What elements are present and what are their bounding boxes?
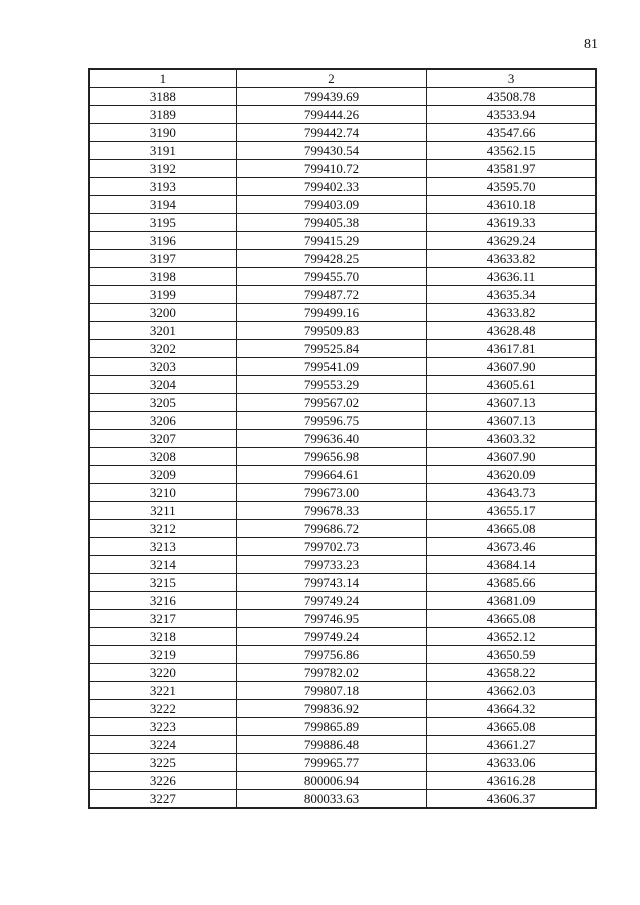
table-row	[89, 214, 596, 232]
table-row	[89, 466, 596, 484]
table-cell: 43508.78	[427, 88, 596, 106]
table-row	[89, 268, 596, 286]
coordinates-table	[88, 68, 597, 809]
table-cell: 799499.16	[236, 304, 426, 322]
table-cell: 799596.75	[236, 412, 426, 430]
table-cell: 43547.66	[427, 124, 596, 142]
table-cell: 43603.32	[427, 430, 596, 448]
table-cell: 43685.66	[427, 574, 596, 592]
table-row	[89, 88, 596, 106]
table-cell: 799865.89	[236, 718, 426, 736]
table-row	[89, 700, 596, 718]
table-cell: 43633.82	[427, 250, 596, 268]
table-row	[89, 124, 596, 142]
table-cell: 3217	[89, 610, 236, 628]
table-cell: 43595.70	[427, 178, 596, 196]
table-cell: 3223	[89, 718, 236, 736]
table-cell: 3210	[89, 484, 236, 502]
table-cell: 3202	[89, 340, 236, 358]
table-row	[89, 160, 596, 178]
table-cell: 3224	[89, 736, 236, 754]
column-header-2: 2	[236, 69, 426, 88]
table-cell: 43606.37	[427, 790, 596, 809]
table-cell: 3227	[89, 790, 236, 809]
table-row	[89, 754, 596, 772]
table-cell: 43620.09	[427, 466, 596, 484]
table-cell: 799405.38	[236, 214, 426, 232]
table-cell: 43684.14	[427, 556, 596, 574]
table-cell: 799415.29	[236, 232, 426, 250]
table-cell: 799664.61	[236, 466, 426, 484]
table-cell: 43665.08	[427, 610, 596, 628]
table-cell: 3197	[89, 250, 236, 268]
table-cell: 799743.14	[236, 574, 426, 592]
table-cell: 43664.32	[427, 700, 596, 718]
table-cell: 799673.00	[236, 484, 426, 502]
table-cell: 43617.81	[427, 340, 596, 358]
table-cell: 3192	[89, 160, 236, 178]
table-row	[89, 682, 596, 700]
table-cell: 799509.83	[236, 322, 426, 340]
table-cell: 799525.84	[236, 340, 426, 358]
table-cell: 3198	[89, 268, 236, 286]
table-cell: 3222	[89, 700, 236, 718]
table-row	[89, 502, 596, 520]
table-cell: 799702.73	[236, 538, 426, 556]
table-cell: 3216	[89, 592, 236, 610]
table-cell: 3207	[89, 430, 236, 448]
table-cell: 799756.86	[236, 646, 426, 664]
table-row	[89, 664, 596, 682]
table-cell: 799430.54	[236, 142, 426, 160]
table-row	[89, 376, 596, 394]
table-cell: 43628.48	[427, 322, 596, 340]
table-cell: 3199	[89, 286, 236, 304]
column-header-1: 1	[89, 69, 236, 88]
table-cell: 3205	[89, 394, 236, 412]
table-row	[89, 286, 596, 304]
table-cell: 3191	[89, 142, 236, 160]
table-row	[89, 772, 596, 790]
table-cell: 43650.59	[427, 646, 596, 664]
table-cell: 799439.69	[236, 88, 426, 106]
table-cell: 43658.22	[427, 664, 596, 682]
table-row	[89, 232, 596, 250]
table-cell: 799746.95	[236, 610, 426, 628]
table-cell: 800006.94	[236, 772, 426, 790]
table-cell: 43610.18	[427, 196, 596, 214]
table-cell: 799444.26	[236, 106, 426, 124]
table-header-row	[89, 69, 596, 88]
table-cell: 3195	[89, 214, 236, 232]
table-cell: 43635.34	[427, 286, 596, 304]
table-cell: 3218	[89, 628, 236, 646]
table-cell: 799965.77	[236, 754, 426, 772]
table-cell: 43636.11	[427, 268, 596, 286]
table-cell: 43633.06	[427, 754, 596, 772]
table-cell: 3204	[89, 376, 236, 394]
table-cell: 43562.15	[427, 142, 596, 160]
table-cell: 799749.24	[236, 592, 426, 610]
table-cell: 3190	[89, 124, 236, 142]
table-cell: 43661.27	[427, 736, 596, 754]
table-cell: 799686.72	[236, 520, 426, 538]
table-row	[89, 538, 596, 556]
table-row	[89, 394, 596, 412]
table-cell: 43607.90	[427, 448, 596, 466]
table-cell: 3209	[89, 466, 236, 484]
table-cell: 3200	[89, 304, 236, 322]
column-header-3: 3	[427, 69, 596, 88]
table-cell: 3208	[89, 448, 236, 466]
table-cell: 799636.40	[236, 430, 426, 448]
table-cell: 43629.24	[427, 232, 596, 250]
table-cell: 799455.70	[236, 268, 426, 286]
table-row	[89, 340, 596, 358]
table-cell: 3201	[89, 322, 236, 340]
table-cell: 43655.17	[427, 502, 596, 520]
table-row	[89, 718, 596, 736]
table-row	[89, 358, 596, 376]
table-row	[89, 412, 596, 430]
table-cell: 799678.33	[236, 502, 426, 520]
table-row	[89, 520, 596, 538]
table-cell: 43607.13	[427, 412, 596, 430]
table-row	[89, 448, 596, 466]
table-cell: 43533.94	[427, 106, 596, 124]
table-cell: 799733.23	[236, 556, 426, 574]
table-cell: 799567.02	[236, 394, 426, 412]
table-cell: 3225	[89, 754, 236, 772]
table-cell: 43607.13	[427, 394, 596, 412]
table-cell: 3194	[89, 196, 236, 214]
table-body	[89, 88, 596, 809]
table-cell: 3214	[89, 556, 236, 574]
table-cell: 43665.08	[427, 520, 596, 538]
table-cell: 43662.03	[427, 682, 596, 700]
page-number: 81	[584, 37, 598, 52]
table-cell: 3189	[89, 106, 236, 124]
table-cell: 799541.09	[236, 358, 426, 376]
table-cell: 43643.73	[427, 484, 596, 502]
table-cell: 3206	[89, 412, 236, 430]
table-row	[89, 430, 596, 448]
table-cell: 799442.74	[236, 124, 426, 142]
table-cell: 3213	[89, 538, 236, 556]
table-cell: 799886.48	[236, 736, 426, 754]
table-cell: 43607.90	[427, 358, 596, 376]
table-cell: 3215	[89, 574, 236, 592]
table-cell: 3221	[89, 682, 236, 700]
table-row	[89, 304, 596, 322]
table-cell: 3193	[89, 178, 236, 196]
table-row	[89, 610, 596, 628]
table-cell: 43665.08	[427, 718, 596, 736]
table-row	[89, 574, 596, 592]
table-cell: 43616.28	[427, 772, 596, 790]
table-cell: 43681.09	[427, 592, 596, 610]
table-cell: 43673.46	[427, 538, 596, 556]
table-row	[89, 790, 596, 809]
table-row	[89, 196, 596, 214]
table-cell: 799807.18	[236, 682, 426, 700]
table-cell: 799487.72	[236, 286, 426, 304]
table-cell: 3212	[89, 520, 236, 538]
table-cell: 799782.02	[236, 664, 426, 682]
table-row	[89, 628, 596, 646]
table-row	[89, 592, 596, 610]
table-cell: 43652.12	[427, 628, 596, 646]
table-cell: 43605.61	[427, 376, 596, 394]
table-cell: 3203	[89, 358, 236, 376]
table-cell: 3188	[89, 88, 236, 106]
table-row	[89, 178, 596, 196]
table-row	[89, 484, 596, 502]
table-row	[89, 322, 596, 340]
table-cell: 799836.92	[236, 700, 426, 718]
table-cell: 799402.33	[236, 178, 426, 196]
table-row	[89, 106, 596, 124]
table-cell: 799403.09	[236, 196, 426, 214]
table-cell: 43633.82	[427, 304, 596, 322]
table-cell: 3226	[89, 772, 236, 790]
table-row	[89, 142, 596, 160]
table-row	[89, 556, 596, 574]
table-cell: 3219	[89, 646, 236, 664]
table-cell: 799656.98	[236, 448, 426, 466]
table-cell: 43619.33	[427, 214, 596, 232]
table-cell: 800033.63	[236, 790, 426, 809]
table-row	[89, 250, 596, 268]
table-cell: 799410.72	[236, 160, 426, 178]
table-cell: 3211	[89, 502, 236, 520]
table-row	[89, 736, 596, 754]
table-cell: 43581.97	[427, 160, 596, 178]
table-cell: 799428.25	[236, 250, 426, 268]
table-cell: 799749.24	[236, 628, 426, 646]
table-cell: 3196	[89, 232, 236, 250]
table-cell: 3220	[89, 664, 236, 682]
table-cell: 799553.29	[236, 376, 426, 394]
table-row	[89, 646, 596, 664]
